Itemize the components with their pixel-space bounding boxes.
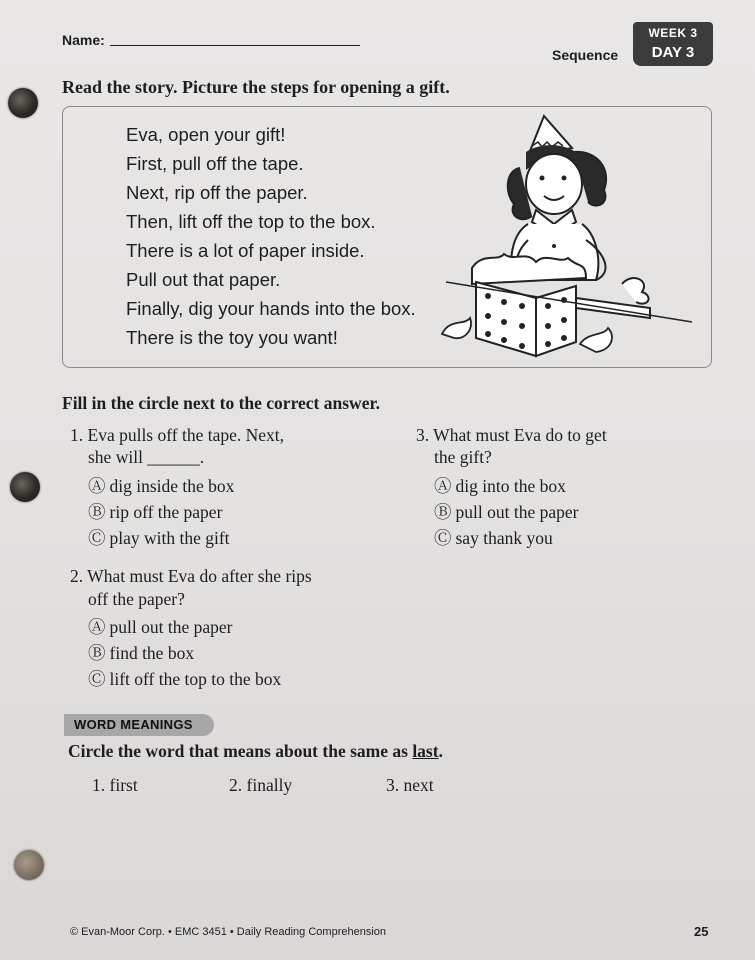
skill-label: Sequence bbox=[552, 47, 619, 63]
answer-bubble[interactable]: Ⓑ bbox=[88, 502, 106, 522]
party-illustration bbox=[436, 112, 696, 362]
answer-option[interactable] bbox=[88, 525, 230, 550]
answer-text: say thank you bbox=[455, 528, 553, 548]
answer-text: pull out the paper bbox=[109, 617, 233, 637]
story-line: There is a lot of paper inside. bbox=[126, 240, 365, 261]
answer-bubble[interactable]: Ⓒ bbox=[434, 528, 452, 548]
word-meanings-banner bbox=[64, 714, 214, 736]
instruction-suffix: . bbox=[438, 741, 443, 761]
answer-bubble[interactable]: Ⓑ bbox=[88, 643, 106, 663]
answer-option[interactable] bbox=[88, 666, 281, 691]
story-instruction: Read the story. Picture the steps for opening a gift. bbox=[62, 77, 450, 97]
answer-text: dig inside the box bbox=[109, 476, 235, 496]
word-choice[interactable]: 2. finally bbox=[229, 775, 293, 795]
story-line: Pull out that paper. bbox=[126, 269, 281, 290]
answer-bubble[interactable]: Ⓐ bbox=[434, 476, 452, 496]
answer-text: find the box bbox=[109, 643, 195, 663]
answer-option[interactable] bbox=[88, 473, 234, 498]
binder-hole-middle bbox=[10, 472, 40, 502]
story-line: Eva, open your gift! bbox=[126, 124, 286, 145]
answer-bubble[interactable]: Ⓐ bbox=[88, 617, 106, 637]
answer-text: pull out the paper bbox=[455, 502, 579, 522]
answer-option[interactable] bbox=[434, 473, 566, 498]
answer-text: play with the gift bbox=[109, 528, 230, 548]
copyright-footer: © Evan-Moor Corp. • EMC 3451 • Daily Reading Comprehension bbox=[70, 926, 387, 938]
answer-option[interactable] bbox=[88, 614, 232, 639]
question-1-text-cont: she will ______. bbox=[88, 447, 205, 467]
binder-hole-bottom bbox=[14, 850, 44, 880]
word-choice[interactable]: 3. next bbox=[386, 775, 434, 795]
question-2-text-cont: off the paper? bbox=[88, 589, 185, 609]
word-meanings-instruction bbox=[68, 741, 443, 762]
story-line: First, pull off the tape. bbox=[126, 153, 304, 174]
story-line: Finally, dig your hands into the box. bbox=[126, 298, 416, 319]
day-label: DAY 3 bbox=[651, 44, 695, 61]
answer-text: rip off the paper bbox=[109, 502, 223, 522]
answer-text: dig into the box bbox=[455, 476, 566, 496]
answer-bubble[interactable]: Ⓒ bbox=[88, 669, 106, 689]
answer-bubble[interactable]: Ⓒ bbox=[88, 528, 106, 548]
target-word: last bbox=[412, 741, 439, 761]
answer-option[interactable] bbox=[88, 499, 222, 524]
name-label: Name: bbox=[62, 32, 105, 48]
answer-bubble[interactable]: Ⓑ bbox=[434, 502, 452, 522]
word-choice[interactable]: 1. first bbox=[92, 775, 138, 795]
questions-instruction: Fill in the circle next to the correct answer. bbox=[62, 393, 380, 413]
binder-hole-top bbox=[8, 88, 38, 118]
instruction-prefix: Circle the word that means about the same as bbox=[68, 741, 413, 761]
answer-bubble[interactable]: Ⓐ bbox=[88, 476, 106, 496]
answer-option[interactable] bbox=[434, 499, 578, 524]
question-3-text: 3. What must Eva do to get bbox=[416, 425, 607, 445]
question-1-text: 1. Eva pulls off the tape. Next, bbox=[70, 425, 284, 445]
answer-text: lift off the top to the box bbox=[109, 669, 282, 689]
word-meanings-title: WORD MEANINGS bbox=[74, 717, 193, 732]
question-2-text: 2. What must Eva do after she rips bbox=[70, 566, 312, 586]
page-number: 25 bbox=[694, 924, 709, 939]
name-field[interactable] bbox=[110, 45, 360, 46]
story-line: There is the toy you want! bbox=[126, 327, 338, 348]
question-3-text-cont: the gift? bbox=[434, 447, 492, 467]
story-line: Next, rip off the paper. bbox=[126, 182, 308, 203]
answer-option[interactable] bbox=[88, 640, 194, 665]
week-day-tab bbox=[633, 22, 713, 66]
answer-option[interactable] bbox=[434, 525, 553, 550]
week-label: WEEK 3 bbox=[648, 26, 698, 40]
story-line: Then, lift off the top to the box. bbox=[126, 211, 376, 232]
